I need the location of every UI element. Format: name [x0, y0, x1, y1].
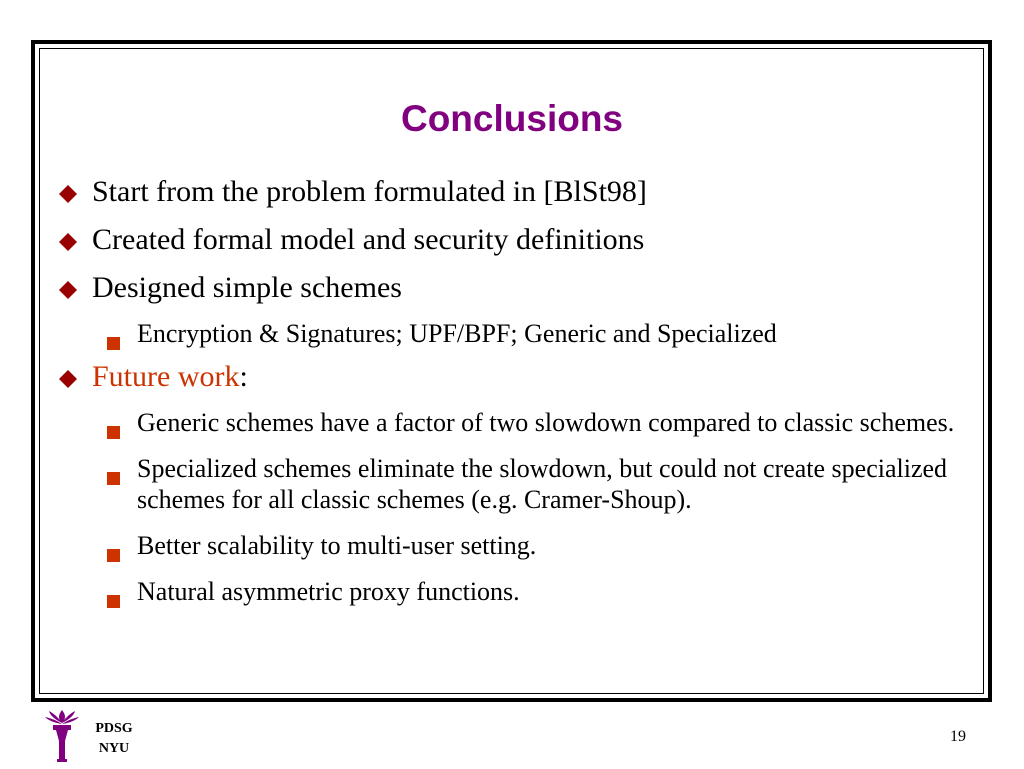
bullet-highlight-text: Future work [92, 360, 240, 393]
square-bullet-icon [107, 584, 120, 597]
sub-bullet-text: Encryption & Signatures; UPF/BPF; Generic and Specialized [137, 319, 777, 348]
square-bullet-icon [107, 326, 120, 339]
diamond-bullet-icon [56, 270, 82, 306]
page-number: 19 [950, 728, 966, 745]
bullet-item [56, 222, 996, 258]
footer-org-line1: PDSG [95, 721, 133, 736]
sub-bullet-item [101, 530, 996, 561]
square-bullet-icon [107, 415, 120, 428]
footer-org-line2: NYU [98, 741, 130, 756]
sub-bullet-text: Specialized schemes eliminate the slowdown, but could not create specialized schemes for all classic schemes (e.g. Cramer-Shoup). [137, 454, 948, 514]
bullet-suffix: : [239, 360, 248, 393]
bullet-item [56, 270, 996, 306]
sub-bullet-item [101, 576, 996, 607]
sub-bullet-item [101, 407, 996, 438]
sub-bullet-item [101, 453, 996, 515]
sub-bullet-text: Natural asymmetric proxy functions. [137, 577, 520, 606]
slide-content [56, 174, 996, 622]
sub-bullet-text: Generic schemes have a factor of two slowdown compared to classic schemes. [137, 408, 955, 437]
bullet-item [56, 359, 996, 395]
sub-bullet-text: Better scalability to multi-user setting. [137, 531, 537, 560]
bullet-text: Created formal model and security definitions [92, 223, 645, 256]
bullet-text: Designed simple schemes [92, 271, 402, 304]
diamond-bullet-icon [56, 359, 82, 395]
bullet-item [56, 174, 996, 210]
slide-title: Conclusions [400, 98, 624, 139]
diamond-bullet-icon [56, 174, 82, 210]
bullet-text: Start from the problem formulated in [BlSt98] [92, 175, 647, 208]
square-bullet-icon [107, 461, 120, 474]
nyu-torch-icon [42, 708, 82, 764]
sub-bullet-item [101, 318, 996, 349]
footer-org [84, 719, 144, 759]
square-bullet-icon [107, 538, 120, 551]
diamond-bullet-icon [56, 222, 82, 258]
